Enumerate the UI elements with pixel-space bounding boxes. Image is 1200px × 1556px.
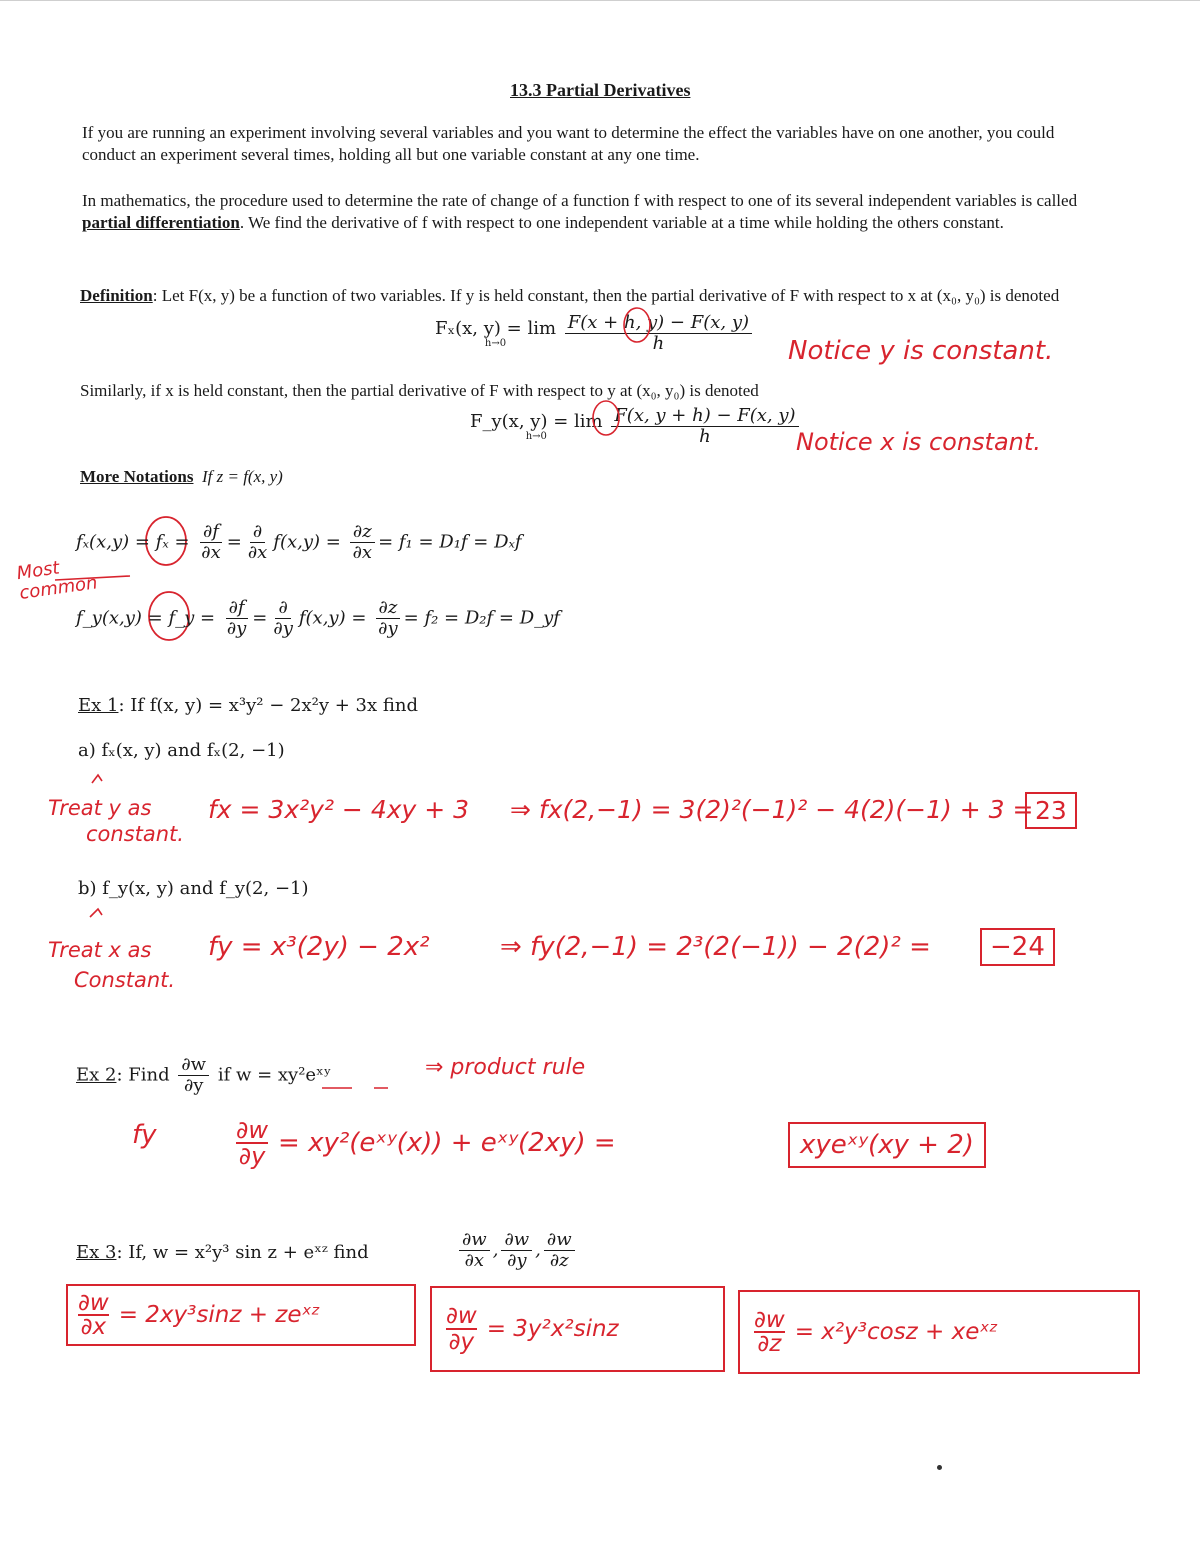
ex1-a-note-line1: Treat y as <box>48 796 152 820</box>
ex1-text: : If f(x, y) = x³y² − 2x²y + 3x find <box>118 695 418 716</box>
notation-x-end: = f₁ = D₁f = Dₓf <box>378 531 522 553</box>
definition-text: : Let F(x, y) be a function of two variables. If y is held constant, then the partial derivative of F with respect to x at (x₀, y₀) is denoted <box>152 286 1060 305</box>
notation-x-frac1 <box>198 522 223 563</box>
ex3-box-x-frac-num: ∂w <box>78 1290 109 1316</box>
ex2-dw-dy-den: ∂y <box>183 1075 204 1096</box>
fy-numerator: F(x, y + h) − F(x, y) <box>611 406 798 427</box>
ex1-b-note-line1: Treat x as <box>48 938 152 962</box>
ex3-dw-dz-den: ∂z <box>549 1250 569 1271</box>
ex3-dw-dy-num: ∂w <box>501 1230 532 1251</box>
similarly-paragraph: Similarly, if x is held constant, then the partial derivative of F with respect to y at (x₀, y₀) is denoted <box>80 381 759 400</box>
most-common-note: Most common <box>15 557 99 604</box>
ex2-work-frac <box>236 1118 268 1168</box>
notation-row-y: f_y(x,y) = f_y = $\frac{\partial f}{\partial y}$ = $\frac{\partial}{\partial y}$ f(x,y) = $\frac{\partial z}{\partial y}$ = f₂ = D₂f = D_yf <box>76 597 560 639</box>
page-title: 13.3 Partial Derivatives <box>510 80 691 100</box>
intro-paragraph-2-end: . We find the derivative of f with respect to one independent variable at a time while holding the others constant. <box>239 213 1004 232</box>
ex3-requested-derivatives: $\frac{\partial w}{\partial x}$ , $\frac{\partial w}{\partial y}$ , $\frac{\partial w}{\partial z}$ <box>456 1230 578 1271</box>
ex3-box-y-frac-den: ∂y <box>448 1329 475 1355</box>
ex3-dw-dz <box>544 1230 575 1271</box>
ex3-text: : If, w = x²y³ sin z + eˣᶻ find <box>116 1242 369 1263</box>
fy-lim-subscript: h→0 <box>525 431 547 442</box>
treat-x-caret <box>90 909 102 917</box>
intro-paragraph-2-start: In mathematics, the procedure used to determine the rate of change of a function f with respect to one of its several independent variables is called <box>82 191 1078 210</box>
ex1-b-note-line2: Constant. <box>74 968 176 992</box>
ex1-a-evaluation: ⇒ fx(2,−1) = 3(2)²(−1)² − 4(2)(−1) + 3 = <box>510 795 1034 824</box>
fx-numerator: F(x + h, y) − F(x, y) <box>565 313 752 334</box>
notations-text: If z = f(x, y) <box>201 467 283 486</box>
ex2-work-expression: = xy²(eˣʸ(x)) + eˣʸ(2xy) = <box>278 1128 616 1158</box>
circle-y-mark <box>624 308 650 342</box>
ex3-box-z-value: = x²y³cosz + xeˣᶻ <box>794 1319 999 1345</box>
notation-x-frac3 <box>350 522 375 563</box>
ex2-answer-box: xyeˣʸ(xy + 2) <box>788 1122 986 1168</box>
ex1-part-a: a) fₓ(x, y) and fₓ(2, −1) <box>78 740 285 761</box>
notation-y-frac2-den: ∂y <box>273 618 293 639</box>
notation-row-x: fₓ(x,y) = fₓ = $\frac{\partial f}{\partial x}$ = $\frac{\partial}{\partial x}$ f(x,y) = $\frac{\partial z}{\partial x}$ = f₁ = D₁f = Dₓf <box>76 521 522 563</box>
notation-y-frac3 <box>375 598 400 639</box>
ex3-answer-box-z <box>738 1290 1140 1374</box>
ex3-box-x-frac-den: ∂x <box>80 1314 107 1340</box>
ex3-dw-dx-num: ∂w <box>459 1230 490 1251</box>
ex2-statement <box>76 1055 331 1096</box>
notation-y-frac3-num: ∂z <box>376 598 401 619</box>
ex1-a-note-line2: constant. <box>86 822 184 846</box>
ex1-part-b: b) f_y(x, y) and f_y(2, −1) <box>78 878 309 899</box>
ex1-statement <box>78 695 418 716</box>
ex1-b-answer-box: −24 <box>980 928 1055 966</box>
notation-y-frac1-num: ∂f <box>226 598 248 619</box>
ex3-box-y-frac-num: ∂w <box>446 1303 477 1329</box>
notation-y-frac3-den: ∂y <box>378 618 398 639</box>
ex3-dw-dy <box>501 1230 532 1271</box>
ex2-fy-label: fy <box>132 1120 157 1150</box>
partial-differentiation-term: partial differentiation <box>82 213 240 232</box>
fy-handwritten-note: Notice x is constant. <box>796 428 1041 456</box>
notation-x-frac2 <box>245 522 270 563</box>
notation-y-mid: f(x,y) = <box>298 607 367 629</box>
notation-x-frac1-den: ∂x <box>201 542 221 563</box>
intro-paragraph-1: If you are running an experiment involving several variables and you want to determine the effect the variables have on one another, you could conduct an experiment several times, holding all but one variable constant at any one time. <box>82 123 1055 164</box>
ex3-box-x-frac <box>78 1292 109 1338</box>
ex3-dw-dx <box>459 1230 490 1271</box>
ex2-work-frac-den: ∂y <box>238 1142 266 1170</box>
ex3-label: Ex 3 <box>76 1242 117 1263</box>
treat-y-caret <box>92 775 102 783</box>
notation-x-mid: f(x,y) = <box>273 531 341 553</box>
ex2-text: : Find <box>116 1064 170 1086</box>
ex2-function: if w = xy²eˣʸ <box>217 1064 332 1086</box>
ex3-answer-box-y <box>430 1286 725 1372</box>
ex1-a-derivative: fx = 3x²y² − 4xy + 3 <box>208 795 470 824</box>
fx-handwritten-note: Notice y is constant. <box>788 336 1054 366</box>
notation-x-frac2-num: ∂ <box>250 522 265 543</box>
scan-speck <box>937 1465 942 1470</box>
notation-x-frac2-den: ∂x <box>247 542 268 563</box>
ex1-b-evaluation: ⇒ fy(2,−1) = 2³(2(−1)) − 2(2)² = <box>500 932 931 962</box>
notation-y-end: = f₂ = D₂f = D_yf <box>403 607 560 629</box>
ex3-box-x-value: = 2xy³sinz + zeˣᶻ <box>118 1302 321 1328</box>
notation-y-start: f_y(x,y) = f_y = <box>76 607 216 629</box>
ex2-work <box>236 1118 616 1168</box>
ex3-dw-dy-den: ∂y <box>507 1250 527 1271</box>
fx-denominator: h <box>652 333 665 354</box>
ex1-label: Ex 1 <box>78 695 119 716</box>
circle-x-mark <box>593 401 619 435</box>
notation-x-frac3-num: ∂z <box>350 522 375 543</box>
ex1-a-note <box>48 795 184 847</box>
ex3-box-z-frac-num: ∂w <box>754 1307 785 1333</box>
ex3-box-z-frac-den: ∂z <box>757 1331 782 1357</box>
ex2-product-rule-note: ⇒ product rule <box>425 1055 586 1080</box>
notation-y-frac1-den: ∂y <box>226 618 247 639</box>
ex3-statement <box>76 1242 369 1263</box>
notation-x-start: fₓ(x,y) = fₓ = <box>76 531 190 553</box>
ex3-dw-dx-den: ∂x <box>464 1250 485 1271</box>
ex3-answer-box-x <box>66 1284 416 1346</box>
ex3-box-y-frac <box>446 1304 477 1354</box>
ex2-work-frac-num: ∂w <box>236 1116 269 1144</box>
fx-lhs: Fₓ(x, y) = lim <box>435 318 557 339</box>
ex3-dw-dz-num: ∂w <box>544 1230 575 1251</box>
ex3-box-z-frac <box>754 1309 785 1355</box>
definition-label: Definition <box>80 286 153 305</box>
notation-y-frac2 <box>270 598 295 639</box>
ex2-dw-dy-num: ∂w <box>178 1055 209 1076</box>
ex1-b-derivative: fy = x³(2y) − 2x² <box>208 932 430 962</box>
ex3-box-y-value: = 3y²x²sinz <box>486 1316 619 1342</box>
ex1-b-note <box>48 935 175 995</box>
notations-label: More Notations <box>80 467 194 486</box>
ex2-dw-dy <box>178 1055 209 1096</box>
ex1-a-answer-box: 23 <box>1025 792 1077 829</box>
fy-denominator: h <box>699 426 711 447</box>
notation-x-frac3-den: ∂x <box>352 542 373 563</box>
notations-heading <box>80 466 283 488</box>
notation-y-frac2-num: ∂ <box>275 598 290 619</box>
ex2-label: Ex 2 <box>76 1064 117 1086</box>
notation-y-frac1 <box>224 598 249 639</box>
fy-lhs: F_y(x, y) = lim <box>470 411 603 432</box>
notation-x-frac1-num: ∂f <box>200 522 222 543</box>
fx-lim-subscript: h→0 <box>484 338 507 349</box>
